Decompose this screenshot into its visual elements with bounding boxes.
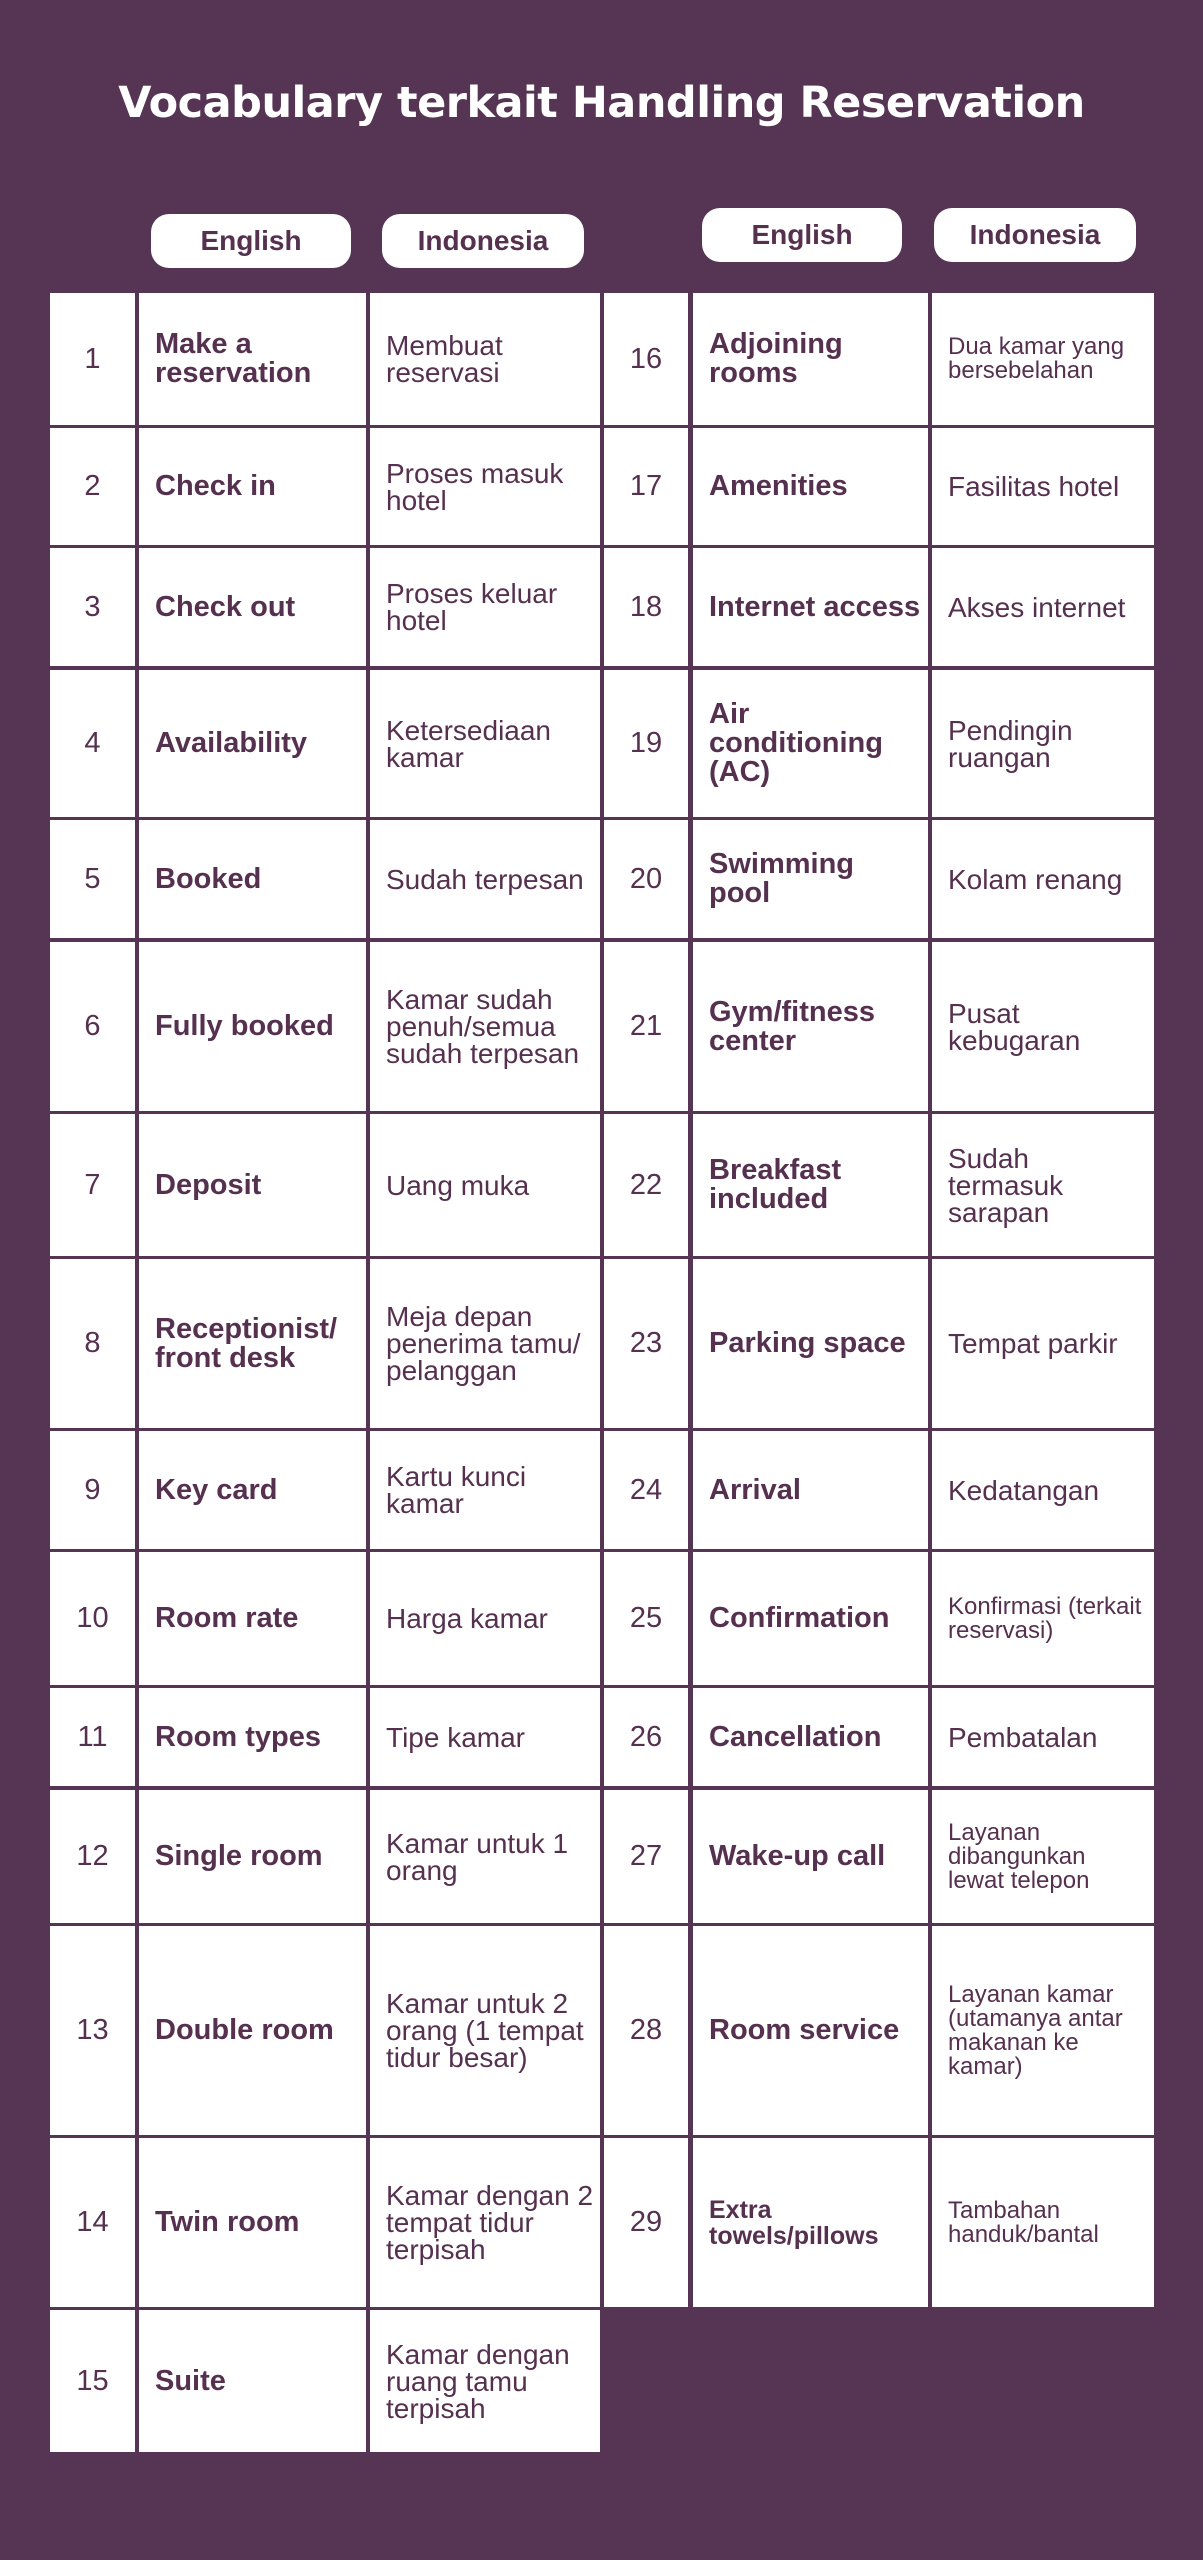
indonesian-translation: Kamar dengan 2 tempat tidur terpisah <box>370 2138 600 2307</box>
row-number: 5 <box>50 820 135 938</box>
english-term: Check out <box>139 548 366 666</box>
row-number: 29 <box>604 2138 688 2307</box>
header-left-indonesia: Indonesia <box>382 214 584 268</box>
row-number: 23 <box>604 1259 688 1428</box>
english-term: Arrival <box>693 1431 928 1549</box>
row-number: 1 <box>50 293 135 425</box>
indonesian-translation: Tipe kamar <box>370 1688 600 1786</box>
row-number: 11 <box>50 1688 135 1786</box>
page-title: Vocabulary terkait Handling Reservation <box>118 78 1085 128</box>
row-number: 27 <box>604 1790 688 1923</box>
indonesian-translation: Ketersediaan kamar <box>370 670 600 817</box>
row-number: 19 <box>604 670 688 817</box>
english-term: Confirmation <box>693 1552 928 1685</box>
row-number: 7 <box>50 1114 135 1256</box>
row-number: 26 <box>604 1688 688 1786</box>
english-term: Booked <box>139 820 366 938</box>
row-number: 4 <box>50 670 135 817</box>
row-number: 20 <box>604 820 688 938</box>
row-number: 25 <box>604 1552 688 1685</box>
indonesian-translation: Akses internet <box>932 548 1154 666</box>
indonesian-translation: Kolam renang <box>932 820 1154 938</box>
english-term: Gym/fitness center <box>693 942 928 1111</box>
english-term: Receptionist/ front desk <box>139 1259 366 1428</box>
row-number: 14 <box>50 2138 135 2307</box>
english-term: Adjoining rooms <box>693 293 928 425</box>
english-term: Cancellation <box>693 1688 928 1786</box>
indonesian-translation: Tempat parkir <box>932 1259 1154 1428</box>
indonesian-translation: Fasilitas hotel <box>932 428 1154 545</box>
indonesian-translation: Kartu kunci kamar <box>370 1431 600 1549</box>
indonesian-translation: Layanan kamar (utamanya antar makanan ke kamar) <box>932 1926 1154 2135</box>
row-number: 17 <box>604 428 688 545</box>
row-number: 6 <box>50 942 135 1111</box>
indonesian-translation: Proses keluar hotel <box>370 548 600 666</box>
row-number: 10 <box>50 1552 135 1685</box>
english-term: Parking space <box>693 1259 928 1428</box>
english-term: Deposit <box>139 1114 366 1256</box>
indonesian-translation: Sudah termasuk sarapan <box>932 1114 1154 1256</box>
row-number: 13 <box>50 1926 135 2135</box>
english-term: Availability <box>139 670 366 817</box>
indonesian-translation: Sudah terpesan <box>370 820 600 938</box>
indonesian-translation: Uang muka <box>370 1114 600 1256</box>
indonesian-translation: Harga kamar <box>370 1552 600 1685</box>
english-term: Twin room <box>139 2138 366 2307</box>
english-term: Suite <box>139 2310 366 2452</box>
row-number: 24 <box>604 1431 688 1549</box>
english-term: Wake-up call <box>693 1790 928 1923</box>
english-term: Room service <box>693 1926 928 2135</box>
indonesian-translation: Kamar untuk 1 orang <box>370 1790 600 1923</box>
indonesian-translation: Konfirmasi (terkait reservasi) <box>932 1552 1154 1685</box>
indonesian-translation: Pembatalan <box>932 1688 1154 1786</box>
header-right-indonesia: Indonesia <box>934 208 1136 262</box>
row-number: 22 <box>604 1114 688 1256</box>
indonesian-translation: Pendingin ruangan <box>932 670 1154 817</box>
indonesian-translation: Proses masuk hotel <box>370 428 600 545</box>
row-number: 2 <box>50 428 135 545</box>
row-number: 28 <box>604 1926 688 2135</box>
indonesian-translation: Tambahan handuk/bantal <box>932 2138 1154 2307</box>
english-term: Breakfast included <box>693 1114 928 1256</box>
indonesian-translation: Layanan dibangunkan lewat telepon <box>932 1790 1154 1923</box>
english-term: Room types <box>139 1688 366 1786</box>
indonesian-translation: Kamar dengan ruang tamu terpisah <box>370 2310 600 2452</box>
english-term: Make a reservation <box>139 293 366 425</box>
english-term: Extra towels/pillows <box>693 2138 928 2307</box>
english-term: Swimming pool <box>693 820 928 938</box>
indonesian-translation: Dua kamar yang bersebelahan <box>932 293 1154 425</box>
english-term: Double room <box>139 1926 366 2135</box>
indonesian-translation: Membuat reservasi <box>370 293 600 425</box>
indonesian-translation: Meja depan penerima tamu/ pelanggan <box>370 1259 600 1428</box>
row-number: 8 <box>50 1259 135 1428</box>
header-right-english: English <box>702 208 902 262</box>
row-number: 18 <box>604 548 688 666</box>
english-term: Single room <box>139 1790 366 1923</box>
indonesian-translation: Kamar untuk 2 orang (1 tempat tidur besar) <box>370 1926 600 2135</box>
row-number: 12 <box>50 1790 135 1923</box>
english-term: Room rate <box>139 1552 366 1685</box>
indonesian-translation: Kamar sudah penuh/semua sudah terpesan <box>370 942 600 1111</box>
english-term: Amenities <box>693 428 928 545</box>
row-number: 9 <box>50 1431 135 1549</box>
english-term: Key card <box>139 1431 366 1549</box>
english-term: Fully booked <box>139 942 366 1111</box>
indonesian-translation: Kedatangan <box>932 1431 1154 1549</box>
indonesian-translation: Pusat kebugaran <box>932 942 1154 1111</box>
header-left-english: English <box>151 214 351 268</box>
english-term: Air conditioning (AC) <box>693 670 928 817</box>
english-term: Check in <box>139 428 366 545</box>
row-number: 3 <box>50 548 135 666</box>
row-number: 21 <box>604 942 688 1111</box>
english-term: Internet access <box>693 548 928 666</box>
row-number: 15 <box>50 2310 135 2452</box>
row-number: 16 <box>604 293 688 425</box>
